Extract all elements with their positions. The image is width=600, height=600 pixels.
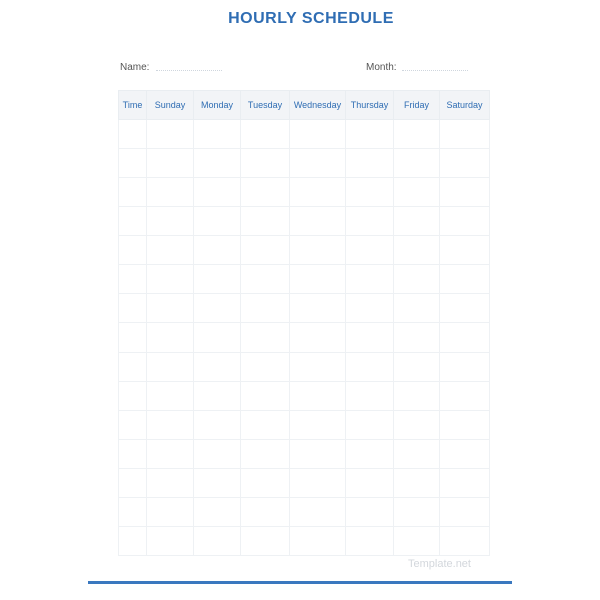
schedule-cell[interactable] bbox=[147, 526, 194, 555]
schedule-cell[interactable] bbox=[440, 352, 490, 381]
schedule-cell[interactable] bbox=[394, 352, 440, 381]
name-label: Name: bbox=[120, 62, 150, 73]
table-row bbox=[119, 497, 490, 526]
schedule-cell[interactable] bbox=[147, 497, 194, 526]
schedule-cell[interactable] bbox=[440, 410, 490, 439]
schedule-cell[interactable] bbox=[394, 497, 440, 526]
schedule-cell[interactable] bbox=[194, 149, 241, 178]
schedule-cell[interactable] bbox=[290, 381, 346, 410]
schedule-cell[interactable] bbox=[394, 468, 440, 497]
schedule-cell[interactable] bbox=[194, 381, 241, 410]
schedule-cell[interactable] bbox=[241, 236, 290, 265]
schedule-cell[interactable] bbox=[440, 120, 490, 149]
schedule-cell[interactable] bbox=[346, 294, 394, 323]
schedule-cell[interactable] bbox=[119, 468, 147, 497]
schedule-cell[interactable] bbox=[394, 265, 440, 294]
schedule-cell[interactable] bbox=[440, 294, 490, 323]
table-row bbox=[119, 410, 490, 439]
schedule-cell[interactable] bbox=[346, 352, 394, 381]
schedule-cell[interactable] bbox=[440, 526, 490, 555]
schedule-cell[interactable] bbox=[241, 294, 290, 323]
schedule-cell[interactable] bbox=[346, 323, 394, 352]
schedule-cell[interactable] bbox=[241, 178, 290, 207]
schedule-cell[interactable] bbox=[394, 236, 440, 265]
schedule-cell[interactable] bbox=[147, 294, 194, 323]
schedule-cell[interactable] bbox=[394, 439, 440, 468]
schedule-cell[interactable] bbox=[241, 439, 290, 468]
schedule-cell[interactable] bbox=[241, 381, 290, 410]
table-row bbox=[119, 236, 490, 265]
schedule-cell[interactable] bbox=[394, 178, 440, 207]
column-header-sunday: Sunday bbox=[147, 91, 194, 120]
schedule-cell[interactable] bbox=[346, 526, 394, 555]
schedule-cell[interactable] bbox=[394, 294, 440, 323]
table-row bbox=[119, 294, 490, 323]
schedule-table bbox=[118, 90, 490, 556]
bottom-rule bbox=[88, 581, 512, 584]
table-row bbox=[119, 381, 490, 410]
table-row bbox=[119, 120, 490, 149]
schedule-cell[interactable] bbox=[194, 497, 241, 526]
schedule-cell[interactable] bbox=[394, 381, 440, 410]
schedule-cell[interactable] bbox=[346, 439, 394, 468]
schedule-cell[interactable] bbox=[194, 352, 241, 381]
schedule-cell[interactable] bbox=[147, 120, 194, 149]
schedule-cell[interactable] bbox=[119, 381, 147, 410]
schedule-cell[interactable] bbox=[241, 468, 290, 497]
schedule-cell[interactable] bbox=[194, 410, 241, 439]
schedule-cell[interactable] bbox=[241, 526, 290, 555]
schedule-cell[interactable] bbox=[290, 497, 346, 526]
schedule-cell[interactable] bbox=[440, 323, 490, 352]
schedule-cell[interactable] bbox=[346, 178, 394, 207]
schedule-cell[interactable] bbox=[147, 149, 194, 178]
schedule-cell[interactable] bbox=[440, 381, 490, 410]
schedule-cell[interactable] bbox=[290, 120, 346, 149]
schedule-cell[interactable] bbox=[346, 381, 394, 410]
schedule-cell[interactable] bbox=[290, 149, 346, 178]
schedule-cell[interactable] bbox=[119, 439, 147, 468]
schedule-cell[interactable] bbox=[119, 497, 147, 526]
schedule-cell[interactable] bbox=[194, 120, 241, 149]
schedule-cell[interactable] bbox=[241, 207, 290, 236]
schedule-cell[interactable] bbox=[440, 468, 490, 497]
schedule-cell[interactable] bbox=[346, 265, 394, 294]
schedule-cell[interactable] bbox=[119, 410, 147, 439]
watermark: Template.net bbox=[408, 558, 471, 570]
schedule-cell[interactable] bbox=[194, 439, 241, 468]
schedule-cell[interactable] bbox=[346, 410, 394, 439]
schedule-cell[interactable] bbox=[194, 294, 241, 323]
column-header-monday: Monday bbox=[194, 91, 241, 120]
schedule-cell[interactable] bbox=[194, 178, 241, 207]
schedule-cell[interactable] bbox=[119, 294, 147, 323]
schedule-cell[interactable] bbox=[194, 526, 241, 555]
schedule-cell[interactable] bbox=[346, 207, 394, 236]
schedule-cell[interactable] bbox=[241, 265, 290, 294]
schedule-cell[interactable] bbox=[241, 323, 290, 352]
table-row bbox=[119, 352, 490, 381]
schedule-cell[interactable] bbox=[346, 468, 394, 497]
schedule-cell[interactable] bbox=[394, 120, 440, 149]
schedule-cell[interactable] bbox=[147, 207, 194, 236]
month-field[interactable] bbox=[402, 70, 468, 71]
schedule-cell[interactable] bbox=[290, 294, 346, 323]
schedule-cell[interactable] bbox=[440, 149, 490, 178]
schedule-cell[interactable] bbox=[119, 323, 147, 352]
schedule-cell[interactable] bbox=[194, 207, 241, 236]
schedule-cell[interactable] bbox=[290, 468, 346, 497]
schedule-cell[interactable] bbox=[147, 323, 194, 352]
schedule-cell[interactable] bbox=[290, 207, 346, 236]
schedule-cell[interactable] bbox=[147, 265, 194, 294]
schedule-cell[interactable] bbox=[440, 439, 490, 468]
schedule-cell[interactable] bbox=[394, 207, 440, 236]
schedule-cell[interactable] bbox=[290, 410, 346, 439]
column-header-friday: Friday bbox=[394, 91, 440, 120]
column-header-tuesday: Tuesday bbox=[241, 91, 290, 120]
name-field[interactable] bbox=[156, 70, 222, 71]
schedule-cell[interactable] bbox=[241, 410, 290, 439]
schedule-cell[interactable] bbox=[119, 236, 147, 265]
schedule-cell[interactable] bbox=[394, 410, 440, 439]
schedule-cell[interactable] bbox=[119, 526, 147, 555]
schedule-cell[interactable] bbox=[241, 149, 290, 178]
table-row bbox=[119, 468, 490, 497]
schedule-cell[interactable] bbox=[290, 323, 346, 352]
schedule-cell[interactable] bbox=[290, 526, 346, 555]
schedule-cell[interactable] bbox=[290, 439, 346, 468]
column-header-saturday: Saturday bbox=[440, 91, 490, 120]
column-header-time: Time bbox=[119, 91, 147, 120]
schedule-body bbox=[119, 120, 490, 556]
schedule-cell[interactable] bbox=[440, 207, 490, 236]
schedule-cell[interactable] bbox=[119, 207, 147, 236]
schedule-cell[interactable] bbox=[346, 120, 394, 149]
schedule-cell[interactable] bbox=[290, 236, 346, 265]
schedule-cell[interactable] bbox=[394, 323, 440, 352]
schedule-cell[interactable] bbox=[346, 236, 394, 265]
schedule-cell[interactable] bbox=[119, 265, 147, 294]
schedule-cell[interactable] bbox=[440, 497, 490, 526]
table-row bbox=[119, 323, 490, 352]
schedule-cell[interactable] bbox=[119, 120, 147, 149]
column-header-thursday: Thursday bbox=[346, 91, 394, 120]
schedule-cell[interactable] bbox=[194, 468, 241, 497]
table-header-row bbox=[119, 91, 490, 120]
schedule-cell[interactable] bbox=[241, 352, 290, 381]
schedule-cell[interactable] bbox=[241, 120, 290, 149]
schedule-cell[interactable] bbox=[119, 149, 147, 178]
schedule-cell[interactable] bbox=[346, 497, 394, 526]
schedule-cell[interactable] bbox=[440, 236, 490, 265]
schedule-cell[interactable] bbox=[147, 236, 194, 265]
schedule-cell[interactable] bbox=[147, 439, 194, 468]
schedule-cell[interactable] bbox=[394, 526, 440, 555]
schedule-cell[interactable] bbox=[394, 149, 440, 178]
schedule-cell[interactable] bbox=[119, 178, 147, 207]
schedule-cell[interactable] bbox=[241, 497, 290, 526]
schedule-cell[interactable] bbox=[290, 352, 346, 381]
table-row bbox=[119, 526, 490, 555]
month-label: Month: bbox=[366, 62, 397, 73]
schedule-cell[interactable] bbox=[147, 468, 194, 497]
schedule-cell[interactable] bbox=[440, 265, 490, 294]
schedule-cell[interactable] bbox=[290, 178, 346, 207]
table-row bbox=[119, 265, 490, 294]
schedule-cell[interactable] bbox=[147, 381, 194, 410]
table-row bbox=[119, 149, 490, 178]
schedule-cell[interactable] bbox=[147, 178, 194, 207]
schedule-cell[interactable] bbox=[194, 236, 241, 265]
schedule-cell[interactable] bbox=[346, 149, 394, 178]
page-title: HOURLY SCHEDULE bbox=[228, 10, 394, 27]
table-row bbox=[119, 207, 490, 236]
schedule-cell[interactable] bbox=[147, 352, 194, 381]
column-header-wednesday: Wednesday bbox=[290, 91, 346, 120]
schedule-cell[interactable] bbox=[119, 352, 147, 381]
schedule-cell[interactable] bbox=[194, 265, 241, 294]
schedule-cell[interactable] bbox=[440, 178, 490, 207]
schedule-cell[interactable] bbox=[147, 410, 194, 439]
table-row bbox=[119, 178, 490, 207]
schedule-cell[interactable] bbox=[194, 323, 241, 352]
table-row bbox=[119, 439, 490, 468]
schedule-cell[interactable] bbox=[290, 265, 346, 294]
